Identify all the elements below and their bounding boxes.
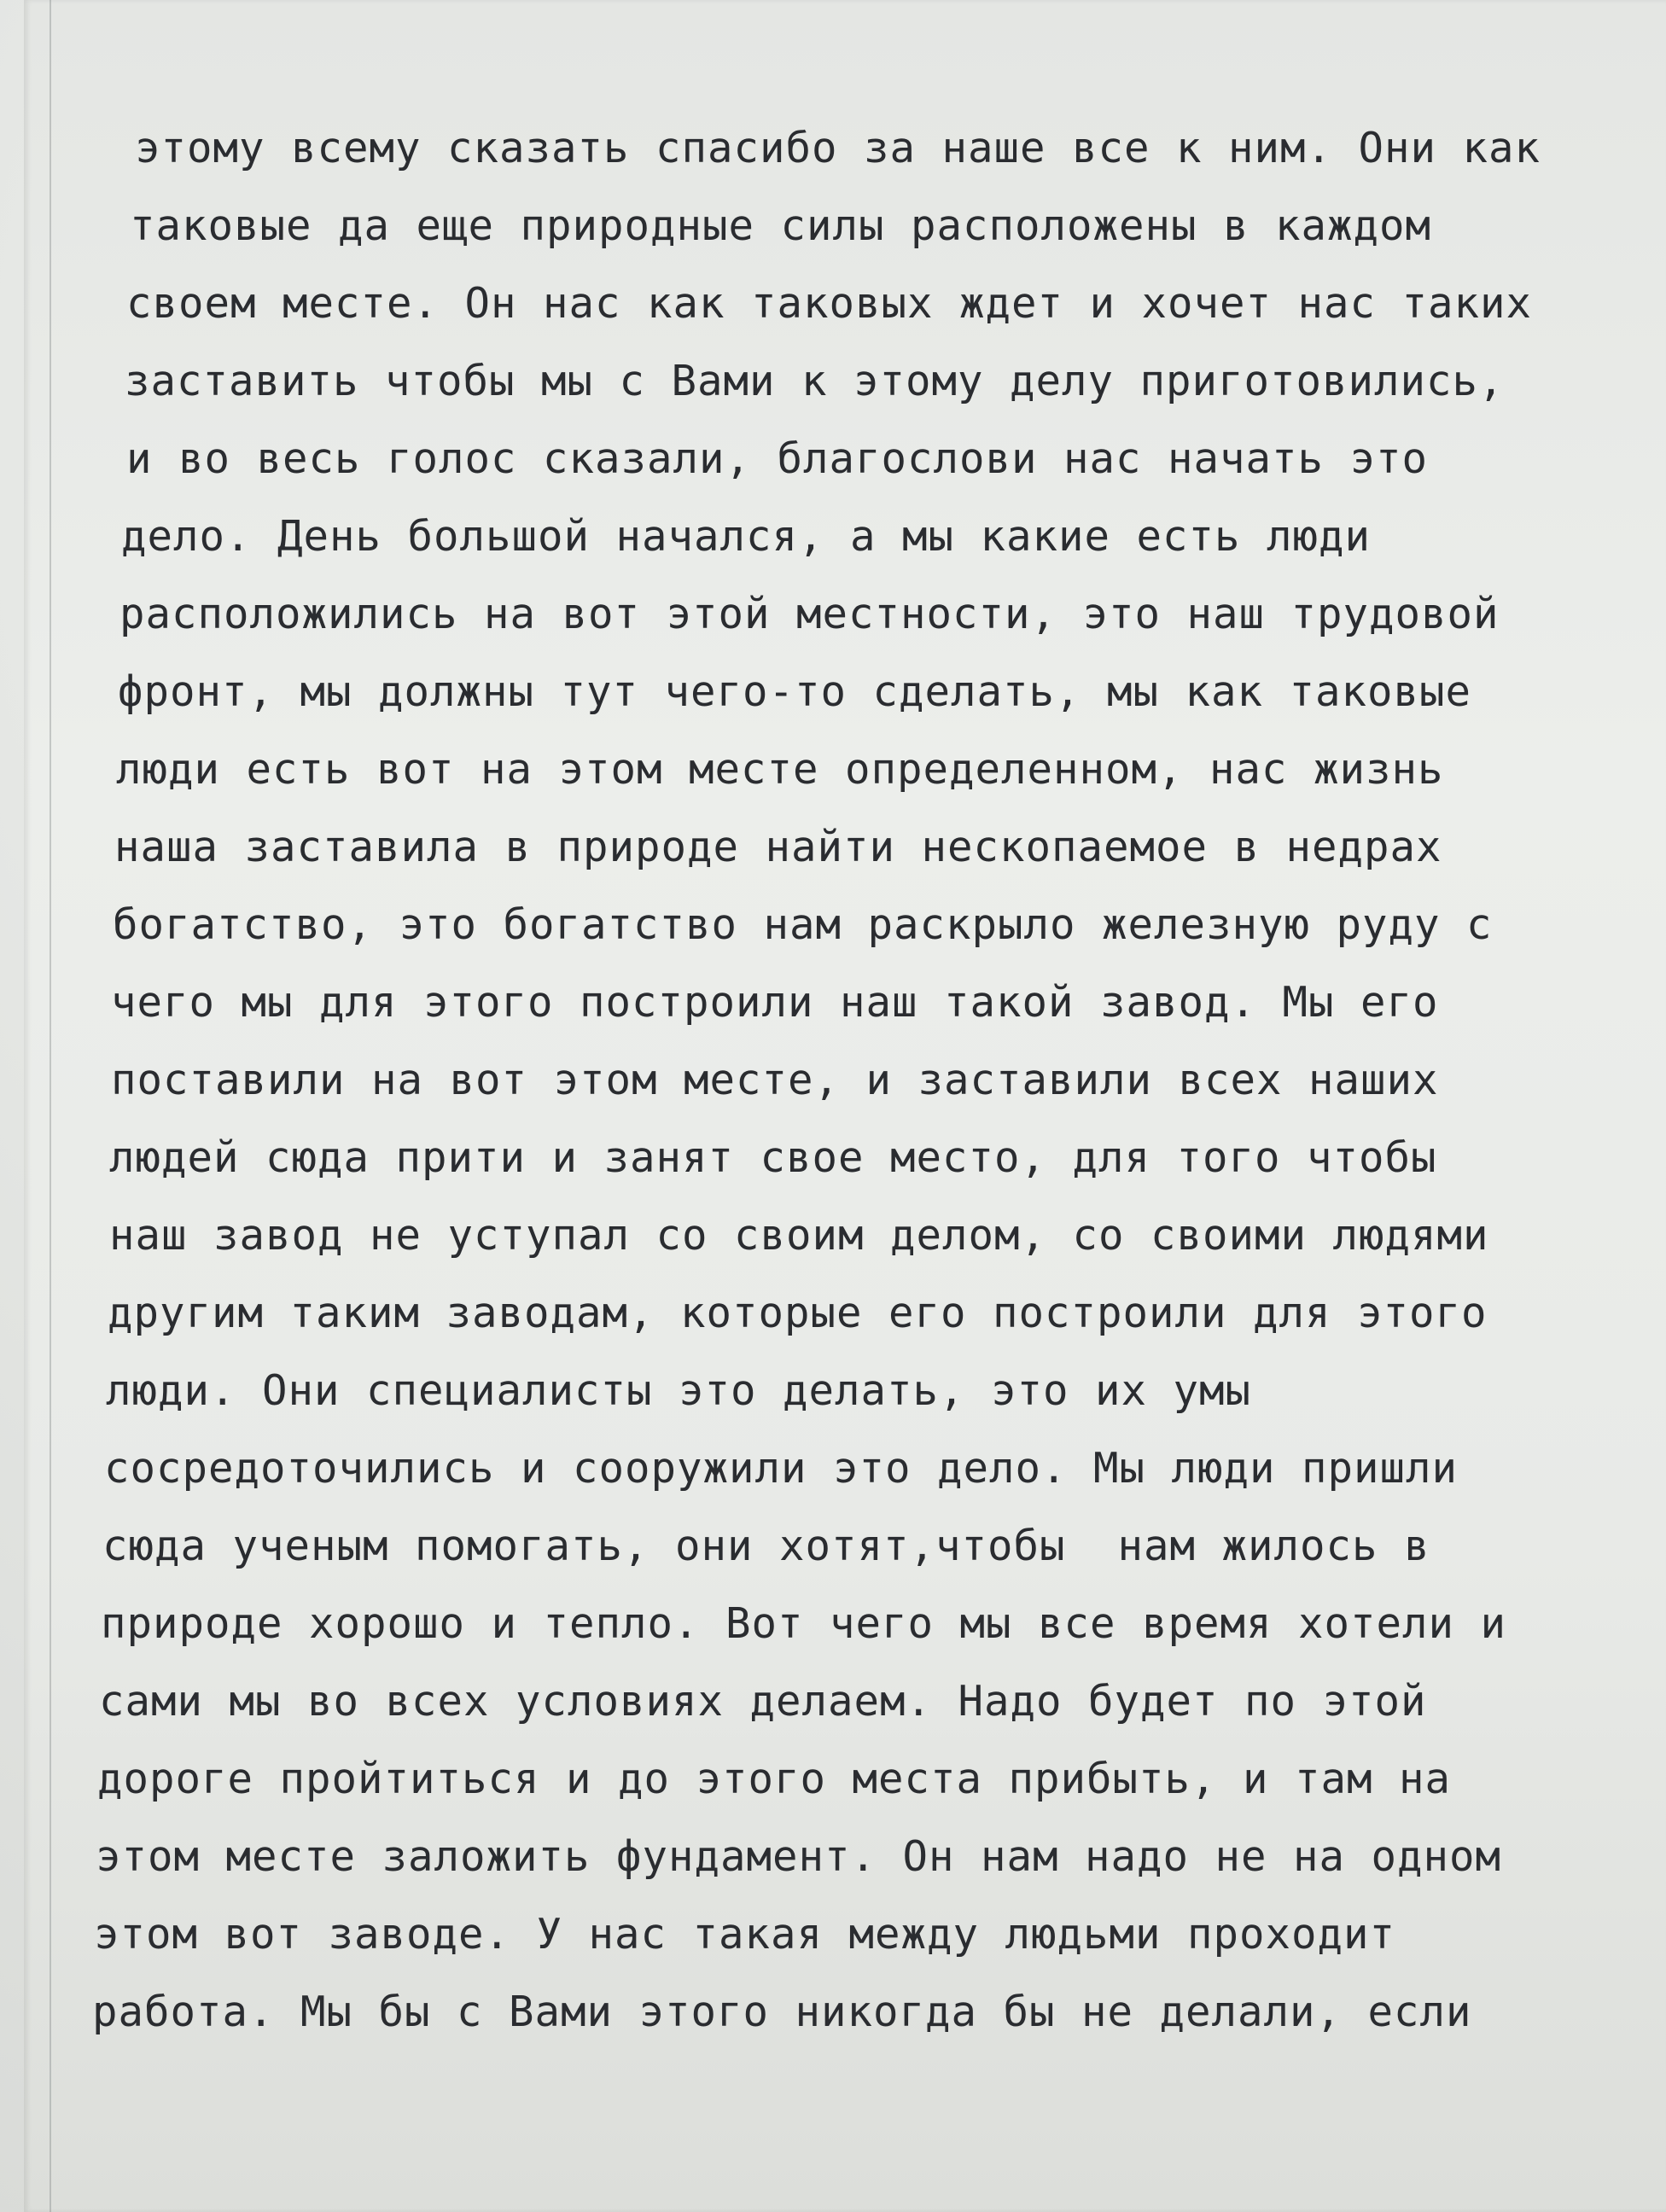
- text-line: сюда ученым помогать, они хотят,чтобы нам жилось в: [102, 1522, 1430, 1570]
- text-line: дело. День большой начался, а мы какие есть люди: [121, 512, 1372, 561]
- text-line: этом месте заложить фундамент. Он нам надо не на одном: [96, 1832, 1502, 1881]
- body-text: [92, 109, 1646, 2051]
- text-line: расположились на вот этой местности, это наш трудовой: [119, 590, 1500, 638]
- page-fold-line: [50, 0, 51, 2212]
- text-line: своем месте. Он нас как таковых ждет и хочет нас таких: [126, 279, 1533, 328]
- text-line: наш завод не уступал со своим делом, со своими людями: [109, 1211, 1489, 1260]
- text-line: природе хорошо и тепло. Вот чего мы все время хотели и: [101, 1599, 1507, 1648]
- text-line: дороге пройтиться и до этого места прибыть, и там на: [97, 1755, 1452, 1803]
- text-line: сами мы во всех условиях делаем. Надо будет по этой: [99, 1677, 1427, 1726]
- text-line: люди есть вот на этом месте определенном, нас жизнь: [116, 745, 1444, 794]
- text-line: поставили на вот этом месте, и заставили всех наших: [111, 1056, 1439, 1104]
- text-line: богатство, это богатство нам раскрыло железную руду с: [113, 900, 1493, 949]
- text-line: заставить чтобы мы с Вами к этому делу приготовились,: [125, 357, 1505, 405]
- text-line: другим таким заводам, которые его построили для этого: [108, 1289, 1488, 1337]
- typewritten-page: [24, 0, 1666, 2212]
- text-line: сосредоточились и сооружили это дело. Мы люди пришли: [104, 1444, 1459, 1493]
- text-line: фронт, мы должны тут чего-то сделать, мы как таковые: [118, 667, 1472, 716]
- text-line: работа. Мы бы с Вами этого никогда бы не делали, если: [92, 1988, 1472, 2036]
- text-line: чего мы для этого построили наш такой завод. Мы его: [111, 978, 1439, 1027]
- text-line: наша заставила в природе найти нескопаемое в недрах: [114, 823, 1442, 871]
- text-line: и во весь голос сказали, благослови нас начать это: [126, 434, 1429, 483]
- text-line: людей сюда прити и занят свое место, для того чтобы: [109, 1133, 1437, 1182]
- text-line: этому всему сказать спасибо за наше все к ним. Они как: [135, 124, 1541, 172]
- text-line: люди. Они специалисты это делать, это их умы: [106, 1366, 1252, 1415]
- text-line: этом вот заводе. У нас такая между людьми проходит: [94, 1910, 1396, 1959]
- text-line: таковые да еще природные силы расположены в каждом: [130, 201, 1432, 250]
